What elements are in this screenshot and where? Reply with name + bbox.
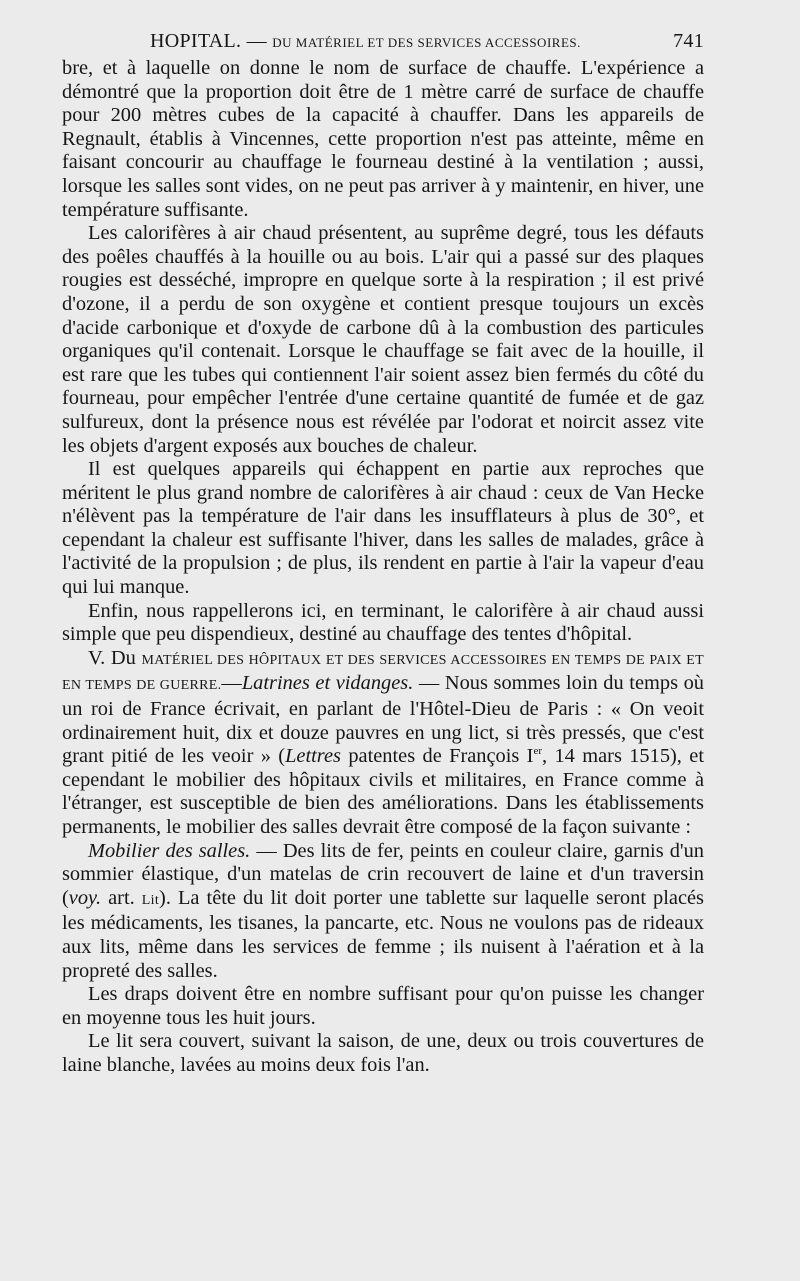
running-title: HOPITAL. — DU MATÉRIEL ET DES SERVICES ACCESSOIRES.: [150, 30, 581, 52]
citation-lettres: Lettres: [285, 745, 341, 768]
body-text: [62, 57, 704, 1078]
running-head: [150, 30, 704, 53]
page-number: 741: [673, 30, 704, 52]
running-subtitle: DU MATÉRIEL ET DES SERVICES ACCESSOIRES.: [272, 35, 581, 50]
superscript-er: er: [533, 745, 543, 758]
paragraph-7: Les draps doivent être en nombre suffisant pour qu'on puisse les changer en moyenne tous les huit jours.: [62, 983, 704, 1029]
paragraph-1: bre, et à laquelle on donne le nom de surface de chauffe. L'expérience a démontré que la proportion doit être de 1 mètre carré de surface de chauffe pour 200 mètres cubes de la capacité à chauffer. Dans les appareils de Regnault, établis à Vincennes, cette proportion n'est pas atteinte, même en faisant concourir au chauffage le fourneau destiné à la ventilation ; aussi, lorsque les salles sont vides, on ne peut pas arriver à y maintenir, en hiver, une température suffisante.: [62, 57, 704, 221]
lit-crossref: Lit: [141, 892, 160, 908]
section-heading: MATÉRIEL DES HÔPITAUX ET DES SERVICES ACCESSOIRES EN TEMPS DE PAIX ET EN TEMPS DE GUERRE.: [62, 652, 704, 694]
paragraph-4: Enfin, nous rappellerons ici, en terminant, le calorifère à air chaud aussi simple que peu dispendieux, destiné au chauffage des tentes d'hôpital.: [62, 599, 704, 646]
paragraph-2: Les calorifères à air chaud présentent, au suprême degré, tous les défauts des poêles chauffés à la houille ou au bois. L'air qui a passé sur des plaques rougies est desséché, impropre en quelque sorte à la respiration ; il est privé d'ozone, il a perdu de son oxygène et contient presque toujours un excès d'acide carbonique et d'oxyde de carbone dû à la combustion des particules organiques qu'il contenait. Lorsque le chauffage se fait avec de la houille, il est rare que les tubes qui contiennent l'air soient assez bien fermés du côté du fourneau, pour empêcher l'entrée d'une certaine quantité de fumée et de gaz sulfureux, dont la présence nous est révélée par l'odorat et noircit assez vite les objets d'argent exposés aux bouches de chaleur.: [62, 222, 704, 457]
section-subject: Latrines et vidanges.: [241, 672, 414, 695]
voy-abbrev: voy.: [68, 886, 102, 909]
paragraph-3: Il est quelques appareils qui échappent en partie aux reproches que méritent le plus grand nombre de calorifères à air chaud : ceux de Van Hecke n'élèvent pas la température de l'air dans les insufflateurs à plus de 30°, et cependant la chaleur est suffisante l'hiver, dans les salles de malades, grâce à l'activité de la propulsion ; de plus, ils rendent en partie à l'air la vapeur d'eau qui lui manque.: [62, 458, 704, 599]
paragraph-5-section-v: V. Du MATÉRIEL DES HÔPITAUX ET DES SERVICES ACCESSOIRES EN TEMPS DE PAIX ET EN TEMPS DE GUERRE.—Latrines et vidanges. — Nous sommes loin du temps où un roi de France écrivait, en parlant de l'Hôtel-Dieu de Paris : « On veoit ordinairement huit, dix et douze pauvres en ung lict, si très pressés, que c'est grant pitié de les veoir » (Lettres patentes de François Ier, 14 mars 1515), et cependant le mobilier des hôpitaux civils et militaires, en France comme à l'étranger, est susceptible de bien des améliorations. Dans les établissements permanents, le mobilier des salles devrait être composé de la façon suivante :: [62, 646, 704, 838]
mobilier-label: Mobilier des salles.: [88, 839, 251, 862]
section-number: V. Du: [88, 646, 136, 669]
paragraph-8: Le lit sera couvert, suivant la saison, de une, deux ou trois couvertures de laine blanche, lavées au moins deux fois l'an.: [62, 1030, 704, 1076]
paragraph-6: Mobilier des salles. — Des lits de fer, peints en couleur claire, garnis d'un sommier élastique, d'un matelas de crin recouvert de laine et d'un traversin (voy. art. Lit). La tête du lit doit porter une tablette sur laquelle seront placés les médicaments, les tisanes, la pancarte, etc. Nous ne voulons pas de rideaux aux lits, même dans les services de femme ; ils nuisent à l'aération et à la propreté des salles.: [62, 839, 704, 982]
